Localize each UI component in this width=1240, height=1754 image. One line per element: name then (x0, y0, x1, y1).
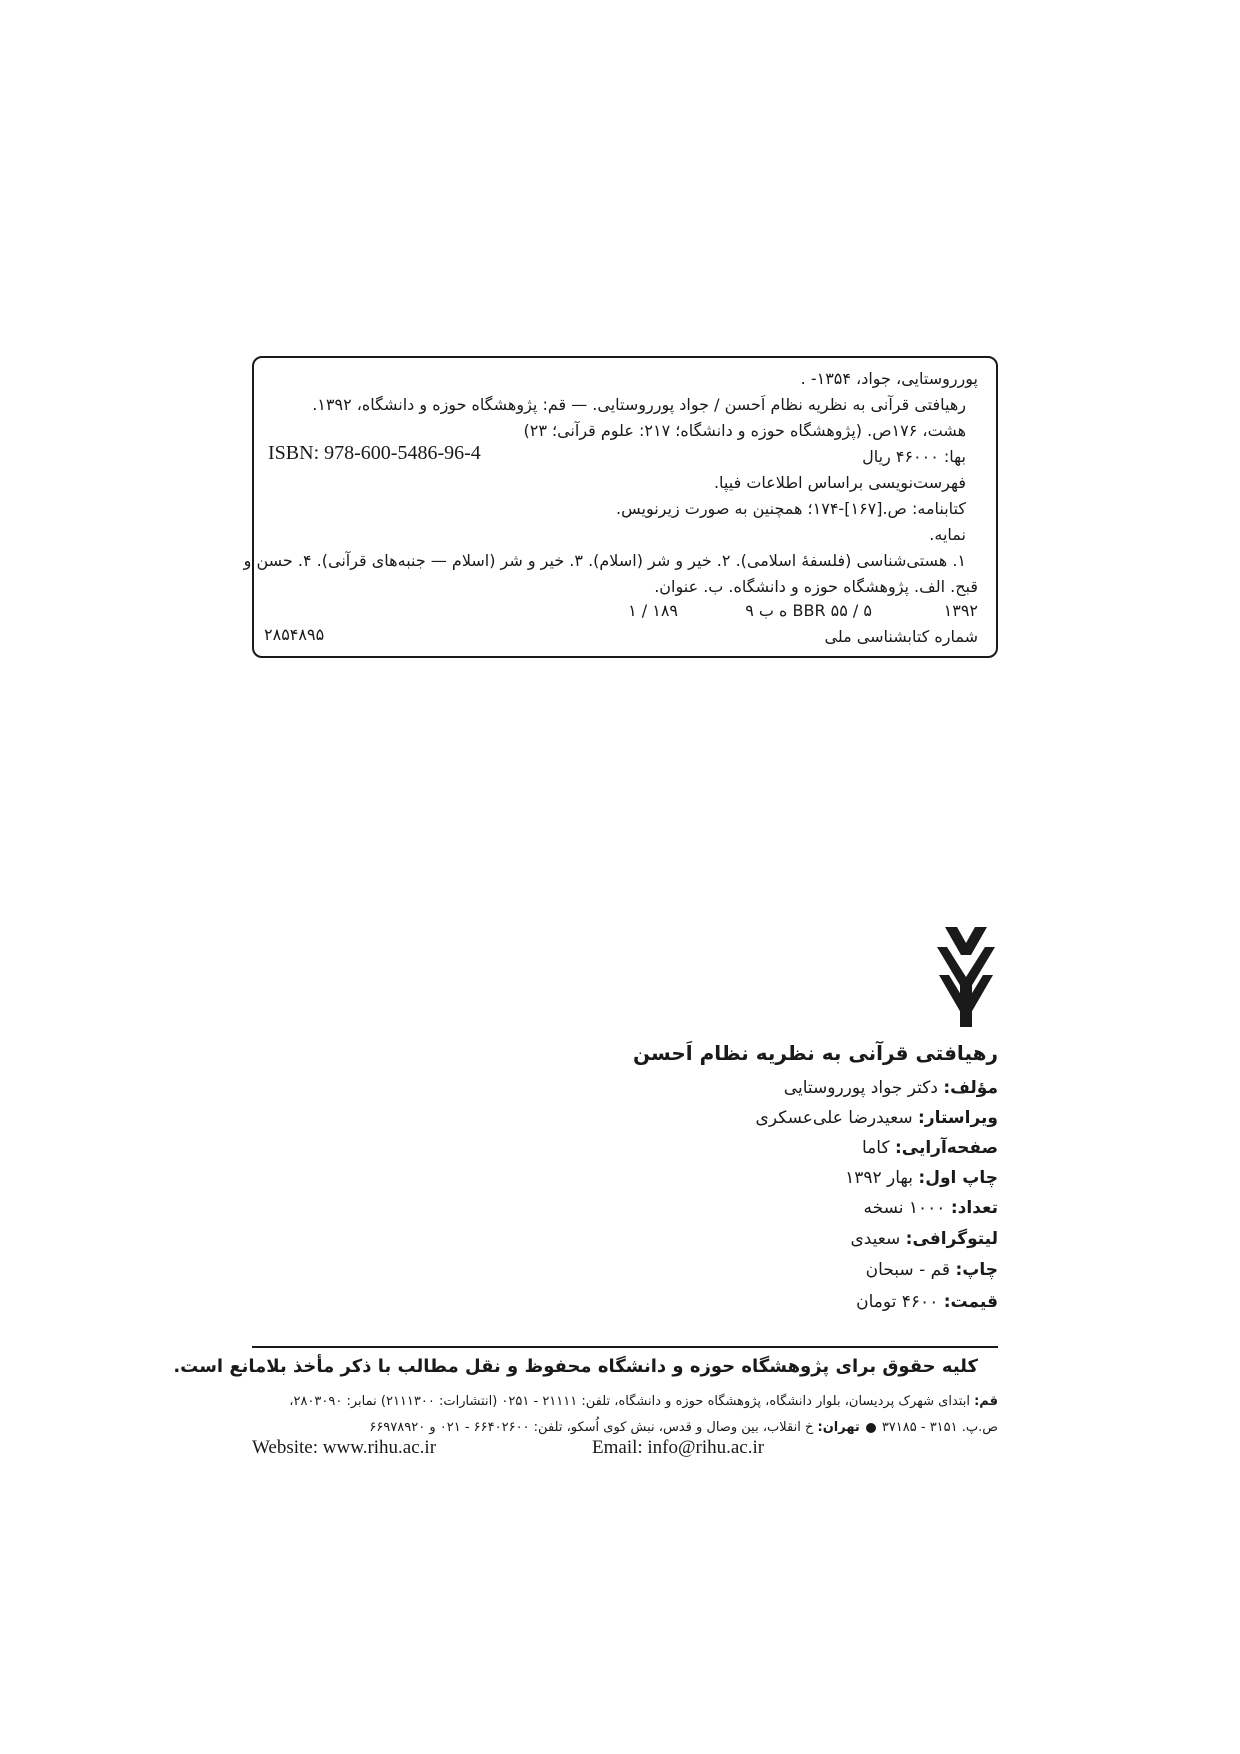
credit-layout (862, 1134, 998, 1162)
cip-fipa: فهرست‌نویسی براساس اطلاعات فیپا. (713, 473, 966, 492)
credit-lithography (850, 1225, 998, 1253)
cip-class-year: ۱۳۹۲ (943, 601, 978, 620)
credit-label: چاپ: (955, 1260, 998, 1280)
credit-value: سعیدرضا علی‌عسکری (755, 1108, 913, 1128)
cip-national-number: ۲۸۵۴۸۹۵ (264, 625, 325, 644)
address-pobox: ص.پ. ۳۱۵۱ - ۳۷۱۸۵ (881, 1420, 998, 1435)
website-link[interactable]: Website: www.rihu.ac.ir (252, 1437, 437, 1458)
credit-copies (864, 1194, 998, 1222)
email-link[interactable]: Email: info@rihu.ac.ir (592, 1437, 765, 1458)
footer-divider (252, 1346, 998, 1348)
credit-value: کاما (861, 1138, 890, 1158)
credit-printing (866, 1256, 998, 1284)
credit-value: بهار ۱۳۹۲ (845, 1168, 913, 1188)
credit-value: سعیدی (850, 1229, 901, 1249)
credit-editor (756, 1104, 998, 1132)
address-qom-label: قم: (974, 1394, 998, 1409)
credit-value: ۴۶۰۰ تومان (856, 1292, 939, 1312)
address-tehran (369, 1418, 998, 1438)
address-qom-text: ابتدای شهرک پردیسان، بلوار دانشگاه، پژوهشگاه حوزه و دانشگاه، تلفن: ۲۱۱۱۱ - ۰۲۵۱ (انتشارات: ۲۱۱۱۳۰۰) نمابر: ۲۸۰۳۰۹۰، (289, 1394, 970, 1409)
credit-label: مؤلف: (943, 1078, 998, 1098)
cip-title: رهیافتی قرآنی به نظریه نظام اَحسن / جواد پورروستایی. — قم: پژوهشگاه حوزه و دانشگاه، ۱۳۹۲. (312, 395, 966, 414)
cip-index: نمایه. (929, 525, 966, 544)
cip-isbn: ISBN: 978-600-5486-96-4 (268, 442, 481, 464)
book-title: رهیافتی قرآنی به نظریه نظام اَحسن (633, 1041, 998, 1065)
cip-bibliography: کتابنامه: ص.[۱۶۷]-۱۷۴؛ همچنین به صورت زیرنویس. (616, 499, 966, 518)
bullet-icon (866, 1423, 876, 1433)
rights-notice: کلیه حقوق برای پژوهشگاه حوزه و دانشگاه محفوظ و نقل مطالب با ذکر مأخذ بلامانع است. (173, 1356, 978, 1377)
cip-national-label: شماره کتابشناسی ملی (824, 627, 978, 646)
cip-physical: هشت، ۱۷۶ص. (پژوهشگاه حوزه و دانشگاه؛ ۲۱۷: علوم قرآنی؛ ۲۳) (523, 421, 966, 440)
credit-author (784, 1074, 998, 1102)
credit-value: دکتر جواد پورروستایی (783, 1078, 938, 1098)
credit-label: تعداد: (950, 1198, 998, 1218)
address-tehran-label: تهران: (817, 1420, 860, 1435)
credit-label: چاپ اول: (918, 1168, 998, 1188)
address-tehran-text: خ انقلاب، بین وصال و قدس، نبش کوی اُسکو، تلفن: ۶۶۴۰۲۶۰۰ - ۰۲۱ و ۶۶۹۷۸۹۲۰ (369, 1420, 814, 1435)
credit-label: ویراستار: (918, 1108, 998, 1128)
credit-edition (845, 1164, 998, 1192)
cip-class-ddc: ۱۸۹ / ۱ (628, 601, 678, 620)
credit-label: لیتوگرافی: (905, 1229, 998, 1249)
address-qom (289, 1392, 998, 1412)
credit-value: ۱۰۰۰ نسخه (863, 1198, 946, 1218)
cip-class-bbr: BBR ۵۵ / ۵ ه ب ۹ (745, 601, 872, 620)
credit-label: قیمت: (943, 1292, 998, 1312)
credit-value: قم - سبحان (865, 1260, 951, 1280)
publisher-logo-icon (935, 925, 997, 1027)
credit-price (856, 1288, 998, 1316)
cip-author: پورروستایی، جواد، ۱۳۵۴- . (800, 369, 978, 388)
credit-label: صفحه‌آرایی: (894, 1138, 998, 1158)
cip-subjects-2: قبح. الف. پژوهشگاه حوزه و دانشگاه. ب. عنوان. (654, 577, 978, 596)
cip-price: بها: ۴۶۰۰۰ ریال (862, 447, 966, 466)
cip-subjects-1: ۱. هستی‌شناسی (فلسفهٔ اسلامی). ۲. خیر و شر (اسلام). ۳. خیر و شر (اسلام — جنبه‌های قرآنی). ۴. حسن و (243, 551, 966, 570)
